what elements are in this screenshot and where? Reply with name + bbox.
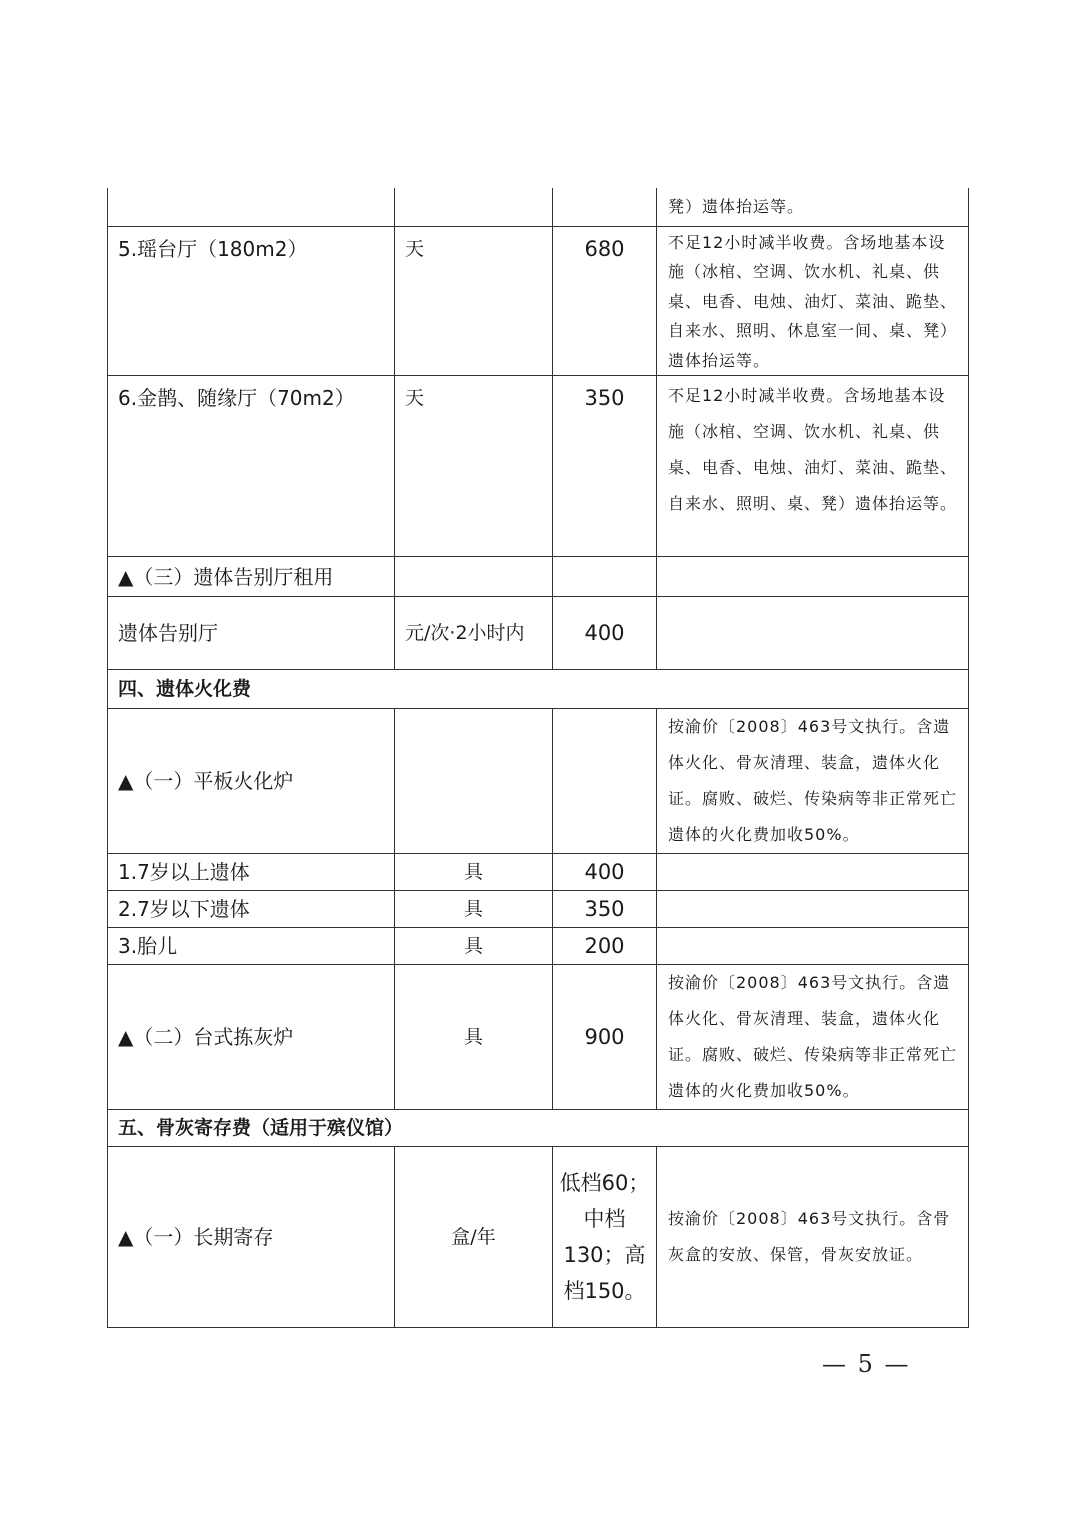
table-row [108, 1147, 969, 1328]
unit-cell: 盒/年 [395, 1147, 553, 1328]
table-row [108, 854, 969, 891]
note-cell [657, 928, 969, 965]
unit-cell: 天 [395, 376, 553, 557]
item-name-cell [108, 188, 395, 226]
note-cell: 按渝价〔2008〕463号文执行。含遗体火化、骨灰清理、装盒，遗体火化证。腐败、破烂、传染病等非正常死亡遗体的火化费加收50%。 [657, 709, 969, 854]
table-row [108, 226, 969, 376]
table-row [108, 376, 969, 557]
table-row [108, 928, 969, 965]
section-heading: 五、骨灰寄存费（适用于殡仪馆） [108, 1110, 969, 1147]
item-name-cell: ▲（三）遗体告别厅租用 [108, 557, 395, 597]
unit-cell: 天 [395, 226, 553, 376]
item-name-cell: ▲（一）长期寄存 [108, 1147, 395, 1328]
note-cell: 不足12小时减半收费。含场地基本设施（冰棺、空调、饮水机、礼桌、供桌、电香、电烛、油灯、菜油、跪垫、自来水、照明、桌、凳）遗体抬运等。 [657, 376, 969, 557]
price-cell: 900 [553, 965, 657, 1110]
section-heading: 四、遗体火化费 [108, 670, 969, 709]
item-name-cell: 5.瑶台厅（180m2） [108, 226, 395, 376]
note-cell: 按渝价〔2008〕463号文执行。含遗体火化、骨灰清理、装盒，遗体火化证。腐败、破烂、传染病等非正常死亡遗体的火化费加收50%。 [657, 965, 969, 1110]
price-cell: 200 [553, 928, 657, 965]
price-cell: 400 [553, 854, 657, 891]
unit-cell [395, 709, 553, 854]
price-cell: 400 [553, 597, 657, 670]
fee-table [107, 188, 969, 1328]
unit-cell [395, 557, 553, 597]
note-cell [657, 557, 969, 597]
price-cell: 350 [553, 891, 657, 928]
item-name-cell: 1.7岁以上遗体 [108, 854, 395, 891]
table-row [108, 965, 969, 1110]
item-name-cell: ▲（一）平板火化炉 [108, 709, 395, 854]
item-name-cell: ▲（二）台式拣灰炉 [108, 965, 395, 1110]
note-cell [657, 891, 969, 928]
note-cell: 凳）遗体抬运等。 [657, 188, 969, 226]
table-row [108, 891, 969, 928]
note-cell: 按渝价〔2008〕463号文执行。含骨灰盒的安放、保管，骨灰安放证。 [657, 1147, 969, 1328]
price-cell [553, 709, 657, 854]
price-cell: 低档60；中档130；高档150。 [553, 1147, 657, 1328]
unit-cell: 具 [395, 854, 553, 891]
item-name-cell: 6.金鹊、随缘厅（70m2） [108, 376, 395, 557]
unit-cell: 具 [395, 965, 553, 1110]
note-cell: 不足12小时减半收费。含场地基本设施（冰棺、空调、饮水机、礼桌、供桌、电香、电烛、油灯、菜油、跪垫、自来水、照明、休息室一间、桌、凳）遗体抬运等。 [657, 226, 969, 376]
unit-cell: 具 [395, 891, 553, 928]
price-cell: 350 [553, 376, 657, 557]
table-row [108, 188, 969, 226]
item-name-cell: 2.7岁以下遗体 [108, 891, 395, 928]
note-cell [657, 597, 969, 670]
price-cell [553, 188, 657, 226]
unit-cell [395, 188, 553, 226]
section-row [108, 670, 969, 709]
page-number: — 5 — [822, 1350, 911, 1378]
note-cell [657, 854, 969, 891]
unit-cell: 具 [395, 928, 553, 965]
table-row [108, 709, 969, 854]
item-name-cell: 3.胎儿 [108, 928, 395, 965]
table-row [108, 557, 969, 597]
price-cell: 680 [553, 226, 657, 376]
section-row [108, 1110, 969, 1147]
item-name-cell: 遗体告别厅 [108, 597, 395, 670]
price-cell [553, 557, 657, 597]
unit-cell: 元/次·2小时内 [395, 597, 553, 670]
table-row [108, 597, 969, 670]
